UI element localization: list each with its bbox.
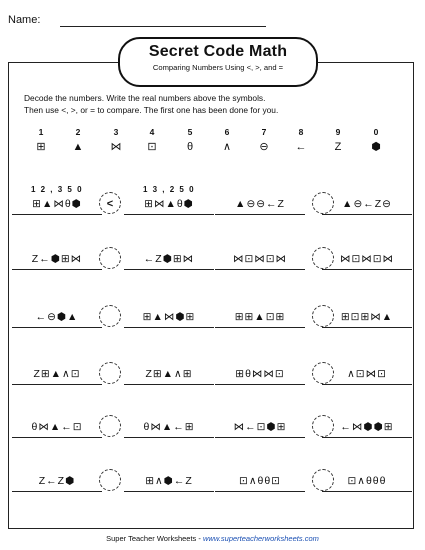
key-number: 8	[298, 127, 304, 137]
code-right-right: ▲⊖←Z⊖	[342, 198, 392, 210]
code-right-left: ⋈⊡⋈⊡⋈	[232, 253, 288, 265]
problem-row	[12, 462, 410, 502]
key-item	[137, 127, 167, 154]
answer-line[interactable]	[12, 437, 102, 438]
compare-circle[interactable]	[99, 469, 121, 491]
answer-line[interactable]	[12, 491, 102, 492]
code-left: ←⊖⬢▲	[35, 311, 79, 323]
problem-row	[12, 408, 410, 448]
key-number: 2	[75, 127, 81, 137]
boxed-plus-icon: ⊞	[36, 141, 46, 153]
answer-line[interactable]	[215, 437, 305, 438]
answer-mid[interactable]: 1 3 , 2 5 0	[142, 185, 196, 194]
code-right-left: ⊞θ⋈⋈⊡	[235, 368, 285, 380]
code-mid: ⊞▲⋈⬢⊞	[142, 311, 196, 323]
code-mid: ⊞⋈▲θ⬢	[144, 198, 194, 210]
code-right-left: ▲⊖⊖←Z	[235, 198, 285, 210]
footer	[0, 534, 425, 543]
answer-line[interactable]	[322, 384, 412, 385]
answer-line[interactable]	[124, 327, 214, 328]
name-line[interactable]	[60, 26, 266, 27]
code-left: ⊞▲⋈θ⬢	[32, 198, 82, 210]
key-item	[26, 127, 56, 154]
code-right-left: ⊡∧θθ⊡	[239, 475, 281, 487]
footer-brand: Super Teacher Worksheets -	[106, 534, 203, 543]
code-left: Z←⬢⊞⋈	[31, 253, 83, 265]
answer-line	[12, 214, 102, 215]
trapezoid-icon: ▲	[72, 141, 84, 153]
key-number: 4	[149, 127, 155, 137]
answer-line[interactable]	[322, 269, 412, 270]
answer-left[interactable]: 1 2 , 3 5 0	[30, 185, 84, 194]
code-right-right: ∧⊡⋈⊡	[347, 368, 387, 380]
key-number: 5	[187, 127, 193, 137]
z-icon: Z	[334, 141, 342, 153]
bowtie-icon: ⋈	[110, 141, 122, 153]
code-left: Z⊞▲∧⊡	[33, 368, 81, 380]
name-label: Name:	[8, 14, 41, 26]
compare-circle[interactable]	[99, 362, 121, 384]
answer-line[interactable]	[215, 491, 305, 492]
key-number: 6	[224, 127, 230, 137]
worksheet-title: Secret Code Math	[148, 43, 288, 60]
answer-line[interactable]	[124, 437, 214, 438]
key-number: 1	[38, 127, 44, 137]
problem-row	[12, 298, 410, 338]
compare-circle[interactable]: <	[99, 192, 121, 214]
answer-line[interactable]	[322, 491, 412, 492]
code-mid: ⊞∧⬢←Z	[145, 475, 193, 487]
answer-line[interactable]	[215, 327, 305, 328]
boxed-dot-icon: ⊡	[147, 141, 157, 153]
answer-line[interactable]	[215, 214, 305, 215]
key-item	[63, 127, 93, 154]
answer-line[interactable]	[12, 269, 102, 270]
problem-row	[12, 185, 410, 225]
stacked-circles-icon: θ	[186, 141, 194, 153]
key-item	[249, 127, 279, 154]
key-number: 0	[373, 127, 379, 137]
answer-line[interactable]	[322, 437, 412, 438]
answer-line[interactable]	[124, 491, 214, 492]
code-right-right: ⊡∧θθθ	[347, 475, 387, 487]
key-item	[323, 127, 353, 154]
circle-minus-icon: ⊖	[259, 141, 269, 153]
code-mid: ←Z⬢⊞⋈	[143, 253, 195, 265]
instructions-line-1: Decode the numbers. Write the real numbers above the symbols.	[24, 93, 266, 103]
caret-icon: ∧	[222, 141, 232, 153]
answer-line[interactable]	[12, 327, 102, 328]
worksheet-subtitle: Comparing Numbers Using <, >, and =	[152, 63, 284, 72]
answer-line[interactable]	[322, 327, 412, 328]
hexagon-icon: ⬢	[371, 141, 381, 153]
key-item	[101, 127, 131, 154]
answer-line[interactable]	[215, 269, 305, 270]
answer-line[interactable]	[124, 269, 214, 270]
answer-line	[124, 214, 214, 215]
instructions-line-2: Then use <, >, or = to compare. The first one has been done for you.	[24, 105, 279, 115]
code-mid: Z⊞▲∧⊞	[145, 368, 193, 380]
answer-line[interactable]	[124, 384, 214, 385]
answer-line[interactable]	[322, 214, 412, 215]
compare-circle[interactable]	[99, 305, 121, 327]
key-item	[212, 127, 242, 154]
problem-row	[12, 355, 410, 395]
answer-line[interactable]	[12, 384, 102, 385]
code-mid: θ⋈▲←⊞	[143, 421, 195, 433]
code-right-left: ⊞⊞▲⊡⊞	[234, 311, 286, 323]
code-right-left: ⋈←⊡⬢⊞	[233, 421, 287, 433]
problem-row	[12, 240, 410, 280]
key-item	[286, 127, 316, 154]
code-left: θ⋈▲←⊡	[31, 421, 83, 433]
key-number: 3	[113, 127, 119, 137]
key-item	[361, 127, 391, 154]
footer-url-link[interactable]: www.superteacherworksheets.com	[202, 534, 319, 543]
code-left: Z←Z⬢	[38, 475, 76, 487]
compare-circle[interactable]	[99, 415, 121, 437]
key-item	[175, 127, 205, 154]
symbol-key	[20, 127, 400, 157]
left-arrow-icon: ←	[295, 141, 307, 153]
key-number: 7	[261, 127, 267, 137]
code-right-right: ⋈⊡⋈⊡⋈	[339, 253, 395, 265]
code-right-right: ⊞⊡⊞⋈▲	[340, 311, 394, 323]
instructions	[24, 92, 404, 116]
code-right-right: ←⋈⬢⬢⊞	[340, 421, 394, 433]
compare-circle[interactable]	[99, 247, 121, 269]
title-banner	[118, 37, 318, 87]
key-number: 9	[335, 127, 341, 137]
answer-line[interactable]	[215, 384, 305, 385]
